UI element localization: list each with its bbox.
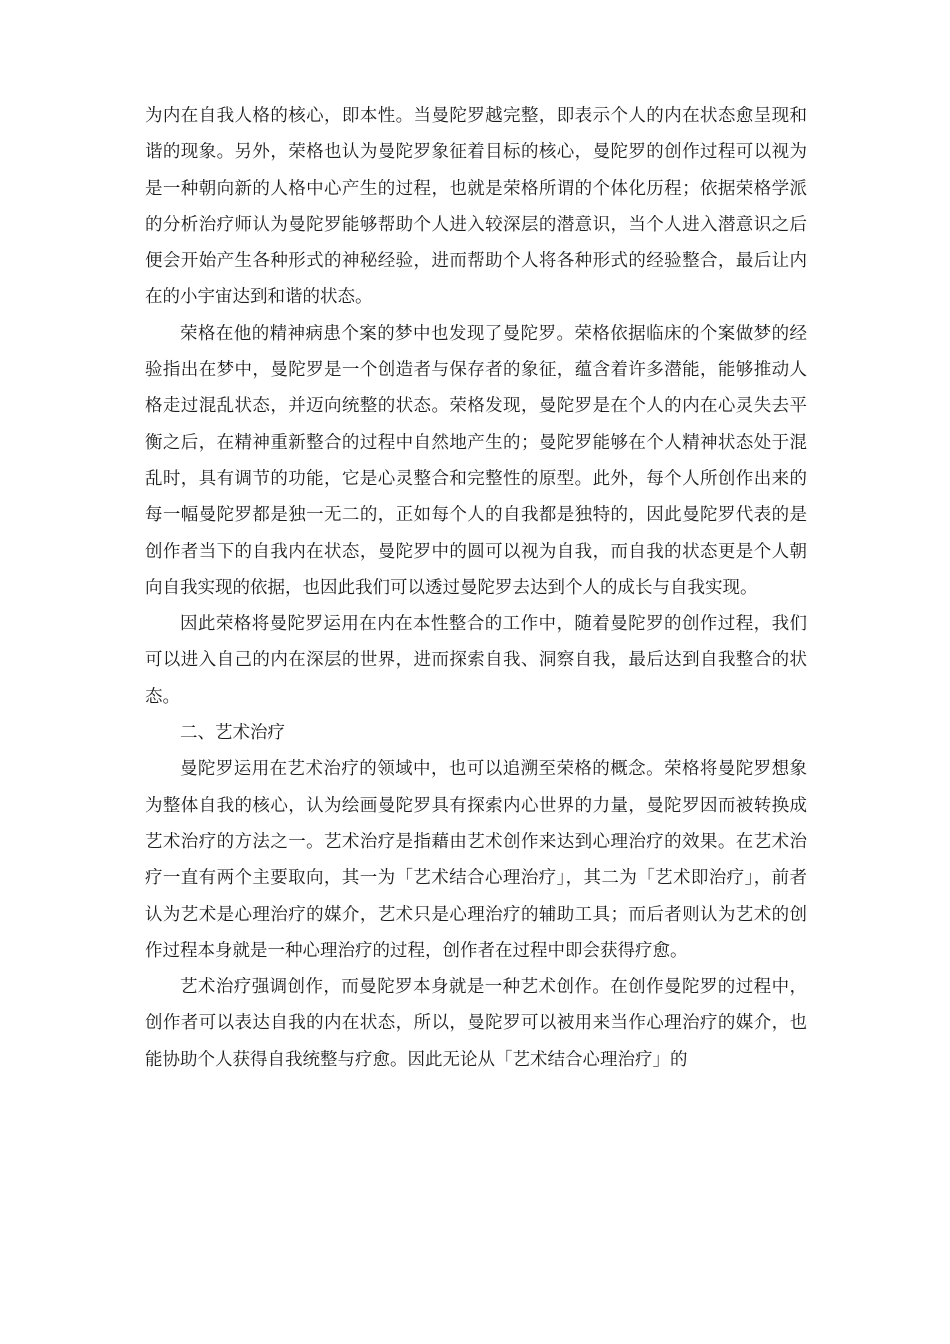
paragraph: 曼陀罗运用在艺术治疗的领域中，也可以追溯至荣格的概念。荣格将曼陀罗想象为整体自我的核心，认为绘画曼陀罗具有探索内心世界的力量，曼陀罗因而被转换成艺术治疗的方法之一。艺术治疗是指藉由艺术创作来达到心理治疗的效果。在艺术治疗一直有两个主要取向，其一为「艺术结合心理治疗」，其二为「艺术即治疗」，前者认为艺术是心理治疗的媒介，艺术只是心理治疗的辅助工具；而后者则认为艺术的创作过程本身就是一种心理治疗的过程，创作者在过程中即会获得疗愈。	[145, 759, 807, 961]
section-heading: 二、艺术治疗	[180, 723, 285, 744]
document-body	[145, 98, 807, 1078]
paragraph: 艺术治疗强调创作，而曼陀罗本身就是一种艺术创作。在创作曼陀罗的过程中，创作者可以表达自我的内在状态，所以，曼陀罗可以被用来当作心理治疗的媒介，也能协助个人获得自我统整与疗愈。因此无论从「艺术结合心理治疗」的	[145, 977, 807, 1070]
paragraph-continuation: 为内在自我人格的核心，即本性。当曼陀罗越完整，即表示个人的内在状态愈呈现和谐的现象。另外，荣格也认为曼陀罗象征着目标的核心，曼陀罗的创作过程可以视为是一种朝向新的人格中心产生的过程，也就是荣格所谓的个体化历程；依据荣格学派的分析治疗师认为曼陀罗能够帮助个人进入较深层的潜意识，当个人进入潜意识之后便会开始产生各种形式的神秘经验，进而帮助个人将各种形式的经验整合，最后让内在的小宇宙达到和谐的状态。	[145, 106, 807, 308]
paragraph: 因此荣格将曼陀罗运用在内在本性整合的工作中，随着曼陀罗的创作过程，我们可以进入自己的内在深层的世界，进而探索自我、洞察自我，最后达到自我整合的状态。	[145, 614, 807, 707]
paragraph: 荣格在他的精神病患个案的梦中也发现了曼陀罗。荣格依据临床的个案做梦的经验指出在梦中，曼陀罗是一个创造者与保存者的象征，蕴含着许多潜能，能够推动人格走过混乱状态，并迈向统整的状态。荣格发现，曼陀罗是在个人的内在心灵失去平衡之后，在精神重新整合的过程中自然地产生的；曼陀罗能够在个人精神状态处于混乱时，具有调节的功能，它是心灵整合和完整性的原型。此外，每个人所创作出来的每一幅曼陀罗都是独一无二的，正如每个人的自我都是独特的，因此曼陀罗代表的是创作者当下的自我内在状态，曼陀罗中的圆可以视为自我，而自我的状态更是个人朝向自我实现的依据，也因此我们可以透过曼陀罗去达到个人的成长与自我实现。	[145, 323, 807, 598]
